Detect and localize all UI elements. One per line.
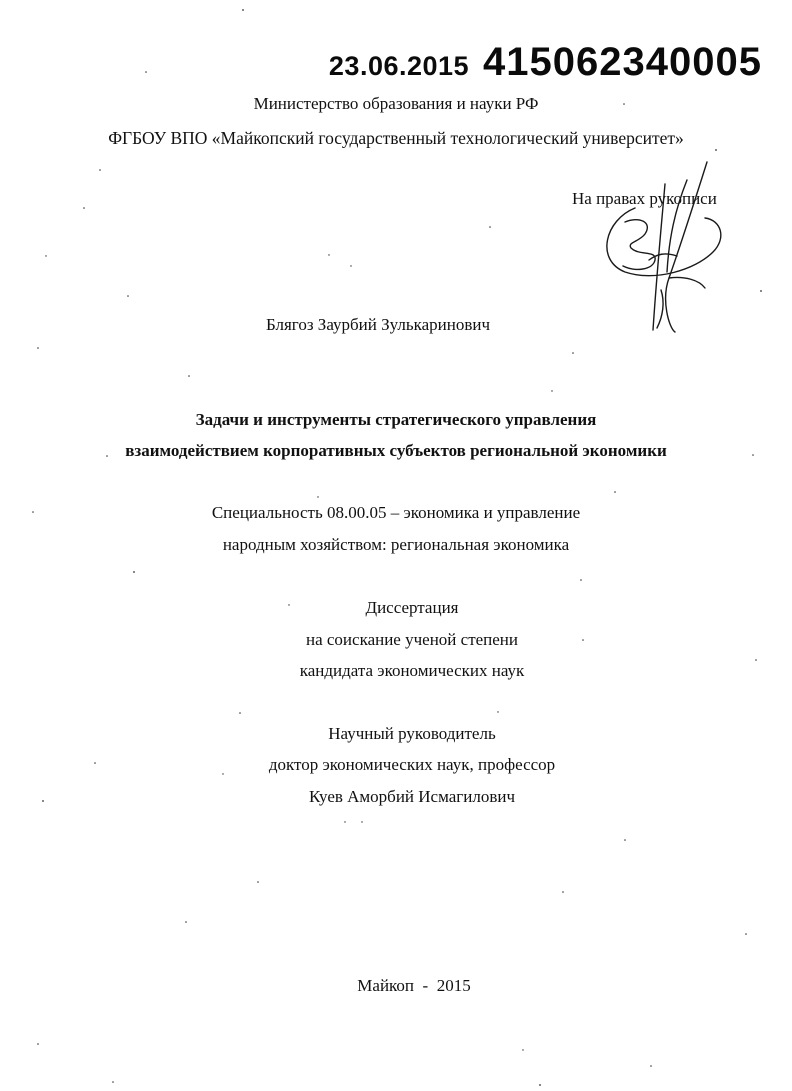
degree-line-2: на соискание ученой степени [305, 630, 519, 649]
supervisor-label: Научный руководитель [328, 724, 496, 743]
city-year: Майкоп - 2015 [357, 976, 471, 995]
specialty-line-1: Специальность 08.00.05 – экономика и управление [211, 503, 581, 522]
supervisor-name: Куев Аморбий Исмагилович [308, 787, 516, 806]
signature-icon [595, 160, 735, 340]
degree-line-1: Диссертация [365, 598, 459, 617]
title-line-1: Задачи и инструменты стратегического управления [195, 410, 597, 429]
registration-date: 23.06.2015 [328, 51, 470, 81]
ministry-line: Министерство образования и науки РФ [253, 94, 539, 113]
supervisor-rank: доктор экономических наук, профессор [268, 755, 556, 774]
registration-stamp [329, 40, 762, 85]
specialty-line-2: народным хозяйством: региональная экономика [222, 535, 570, 554]
manuscript-note: На правах рукописи [572, 189, 717, 208]
degree-line-3: кандидата экономических наук [299, 661, 525, 680]
title-line-2: взаимодействием корпоративных субъектов региональной экономики [125, 441, 667, 460]
university-line: ФГБОУ ВПО «Майкопский государственный технологический университет» [108, 128, 684, 148]
registration-number: 415062340005 [483, 40, 762, 84]
author-name: Блягоз Заурбий Зулькаринович [265, 315, 491, 334]
